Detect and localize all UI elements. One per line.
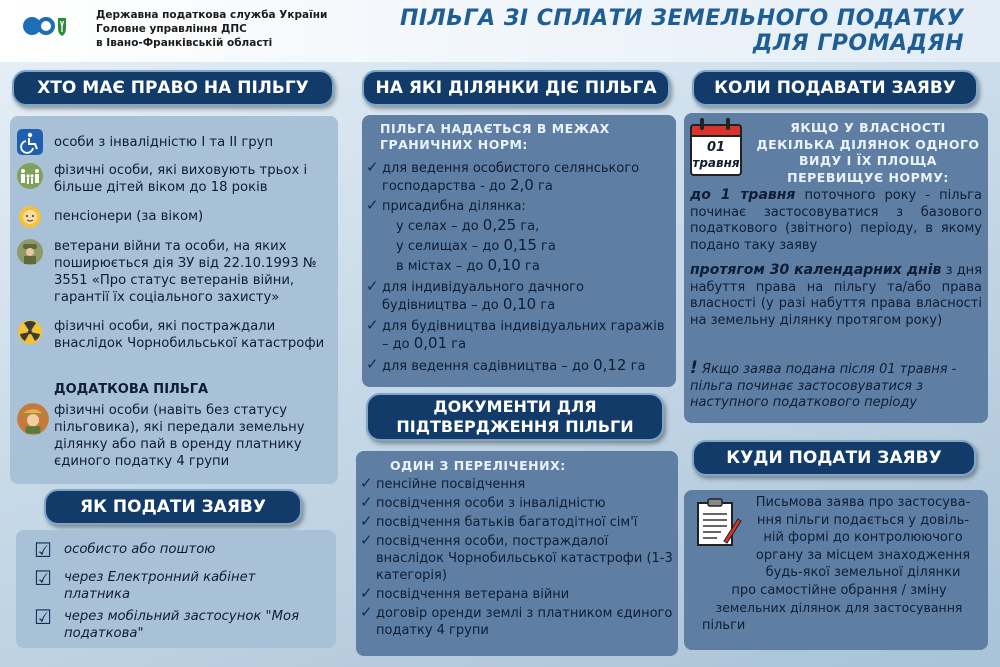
docs-intro: ОДИН З ПЕРЕЛІЧЕНИХ:	[390, 458, 566, 473]
who-item-chernobyl: фізичні особи, які постраждали внаслідок Чорнобильської катастрофи	[16, 318, 334, 352]
page-title: ПІЛЬГА ЗІ СПЛАТИ ЗЕМЕЛЬНОГО ПОДАТКУ ДЛЯ ГРОМАДЯН	[399, 6, 964, 56]
plots-header: НА ЯКІ ДІЛЯНКИ ДІЄ ПІЛЬГА	[362, 70, 670, 106]
docs-header: ДОКУМЕНТИ ДЛЯ ПІДТВЕРДЖЕННЯ ПІЛЬГИ	[366, 393, 664, 441]
who-item-large-family: фізичні особи, які виховують трьох і більше дітей віком до 18 років	[16, 162, 334, 196]
doc-item: ✓ посвідчення ветерана війни	[360, 584, 570, 602]
check-icon: ✓	[366, 316, 379, 334]
check-icon: ✓	[360, 493, 373, 511]
checkbox-icon: ☑	[34, 566, 52, 590]
check-icon: ✓	[366, 158, 379, 176]
dps-logo	[22, 14, 78, 38]
check-icon: ✓	[360, 584, 373, 602]
docs-list	[360, 476, 674, 639]
who-item-pensioners: пенсіонери (за віком)	[16, 202, 334, 230]
check-icon: ✓	[360, 512, 373, 530]
grandmother-icon	[16, 202, 44, 230]
when-note: ! Якщо заява подана після 01 травня - пільга починає застосовуватися з наступного податкового періоду	[690, 358, 957, 411]
when-deadline: до 1 травня поточного року - пільга починає застосовуватися з базового податкового (звітного) періоду, в якому подано таку заяву	[690, 187, 982, 253]
farmer-icon	[16, 402, 50, 436]
doc-item: ✓ посвідчення особи, постраждалої внаслідок Чорнобильської катастрофи (1-3 категорія)	[360, 531, 673, 583]
doc-item: ✓ пенсійне посвідчення	[360, 474, 526, 492]
extra-benefit-title: ДОДАТКОВА ПІЛЬГА	[54, 382, 209, 397]
who-item-veterans: ветерани війни та особи, на яких поширюється дія ЗУ від 22.10.1993 № 3551 «Про статус ветеранів війни, гарантії їх соціального захисту»	[16, 238, 334, 306]
checkbox-icon: ☑	[34, 538, 52, 562]
when-period: протягом 30 календарних днів з дня набуття права на пільгу та/або права власності (у разі набуття права власності на земельну ділянку протягом року)	[690, 262, 982, 328]
who-header: ХТО МАЄ ПРАВО НА ПІЛЬГУ	[12, 70, 334, 106]
top-bar	[0, 0, 1000, 62]
check-icon: ✓	[366, 196, 379, 214]
doc-item: ✓ договір оренди землі з платником єдиного податку 4 групи	[360, 603, 673, 638]
doc-item: ✓ посвідчення батьків багатодітної сім'ї	[360, 512, 638, 530]
family-icon	[16, 162, 44, 190]
check-icon: ✓	[360, 474, 373, 492]
calendar-icon: 01 травня	[688, 118, 746, 180]
plots-list	[366, 160, 672, 375]
when-header: КОЛИ ПОДАВАТИ ЗАЯВУ	[692, 70, 978, 106]
check-icon: ✓	[360, 603, 373, 621]
plot-item: ✓ для індивідуального дачного будівництва – до 0,10 га	[366, 277, 584, 313]
soldier-icon	[16, 238, 44, 266]
radiation-icon	[16, 318, 44, 346]
organization-name: Державна податкова служба України Головне управління ДПС в Івано-Франківській області	[96, 9, 328, 49]
plot-sub-item: у селах – до 0,25 га,	[396, 216, 540, 234]
doc-item: ✓ посвідчення особи з інвалідністю	[360, 493, 606, 511]
who-item-extra: фізичні особи (навіть без статусу пільговика), які передали земельну ділянку або пай в оренду платнику єдиного податку 4 групи	[16, 402, 334, 470]
plot-item: ✓ для будівництва індивідуальних гаражів – до 0,01 га	[366, 316, 665, 352]
check-icon: ✓	[360, 531, 373, 549]
plots-intro: ПІЛЬГА НАДАЄТЬСЯ В МЕЖАХ ГРАНИЧНИХ НОРМ:	[380, 121, 610, 152]
how-item-cabinet: ☑ через Електронний кабінет платника	[34, 566, 256, 602]
plot-sub-item: у селищах – до 0,15 га	[396, 236, 556, 254]
how-item-in-person: ☑ особисто або поштою	[34, 538, 216, 562]
checkbox-icon: ☑	[34, 605, 52, 629]
check-icon: ✓	[366, 277, 379, 295]
plot-item: ✓ для ведення особистого селянського господарства - до 2,0 га	[366, 158, 640, 194]
when-condition: ЯКЩО У ВЛАСНОСТІ ДЕКІЛЬКА ДІЛЯНОК ОДНОГО ВИДУ І ЇХ ПЛОЩА ПЕРЕВИЩУЄ НОРМУ:	[756, 120, 980, 185]
who-item-disability: особи з інвалідністю І та ІІ груп	[16, 128, 334, 156]
check-icon: ✓	[366, 355, 379, 373]
where-text: Письмова заява про застосува- ння пільги подається у довіль- ній формі до контролюючого органу за місцем знаходження будь-якої земельної ділянки про самостійне обрання / зміну земельних ділянок для застосування пільги	[702, 495, 971, 633]
where-header: КУДИ ПОДАТИ ЗАЯВУ	[692, 440, 976, 476]
how-item-mobile: ☑ через мобільний застосунок "Моя податкова"	[34, 605, 300, 641]
wheelchair-icon	[16, 128, 44, 156]
how-header: ЯК ПОДАТИ ЗАЯВУ	[44, 489, 302, 525]
plot-item: ✓ для ведення садівництва – до 0,12 га	[366, 355, 646, 374]
plot-sub-item: в містах – до 0,10 га	[396, 256, 540, 274]
plot-item: ✓ присадибна ділянка:	[366, 196, 526, 214]
